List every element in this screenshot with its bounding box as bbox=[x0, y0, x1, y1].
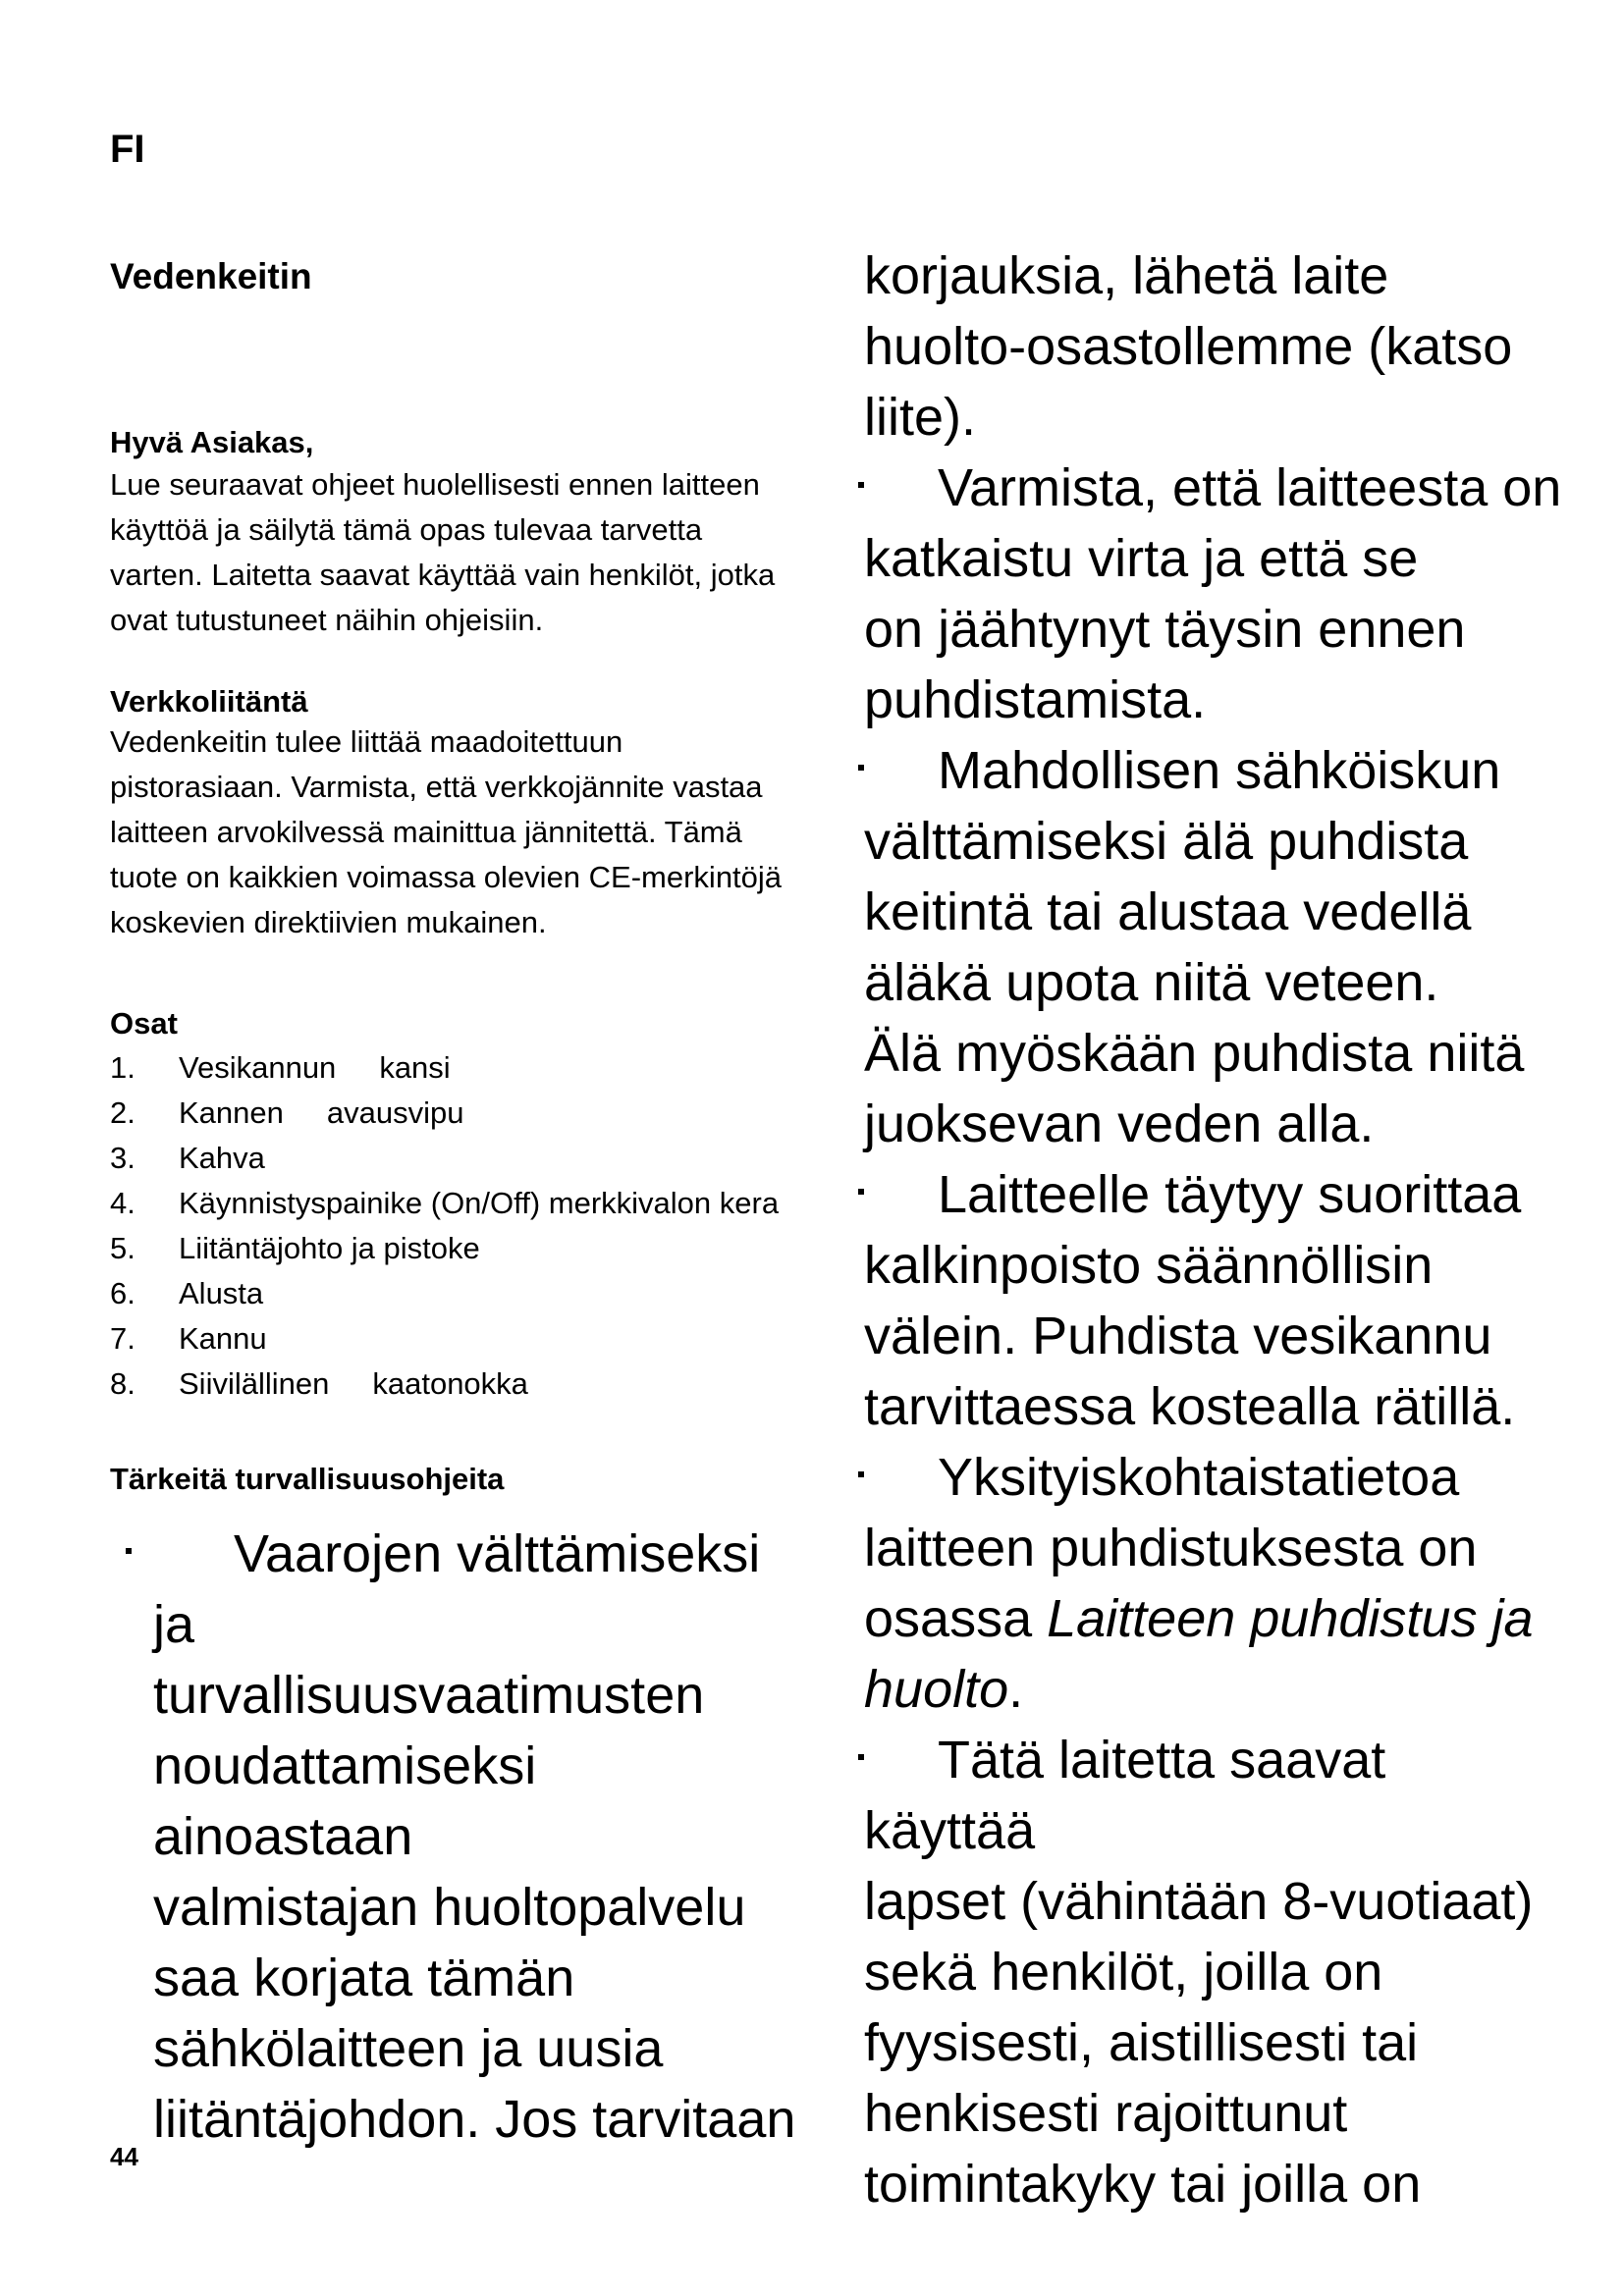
parts-heading: Osat bbox=[110, 1006, 178, 1041]
parts-list bbox=[110, 1045, 797, 1407]
safety-item-1 bbox=[110, 1519, 797, 2155]
safety-item-6 bbox=[864, 1725, 1571, 2219]
network-text: Vedenkeitin tulee liittää maadoitettuun pistorasiaan. Varmista, että verkkojännite vastaa laitteen arvokilvessä mainittua jännitettä. Tämä tuote on kaikkien voimassa olevien CE-merkintöjä koskevien direktiivien mukainen. bbox=[110, 724, 783, 939]
safety-line: välein. Puhdista vesikannu bbox=[864, 1307, 1492, 1365]
bullet-icon bbox=[858, 482, 864, 488]
greeting-text: Lue seuraavat ohjeet huolellisesti ennen laitteen käyttöä ja säilytä tämä opas tulevaa tarvetta varten. Laitetta saavat käyttää vain henkilöt, jotka ovat tutustuneet näihin ohjeisiin. bbox=[110, 467, 776, 637]
safety-line: tarvittaessa kostealla rätillä. bbox=[864, 1377, 1516, 1436]
section-reference: Laitteen puhdistus ja bbox=[1047, 1589, 1534, 1648]
bullet-icon bbox=[126, 1548, 132, 1554]
list-item: 4. Käynnistyspainike (On/Off) merkkivalon kera bbox=[110, 1186, 780, 1220]
safety-line: toimintakyky tai joilla on bbox=[864, 2155, 1422, 2214]
safety-line: katkaistu virta ja että se bbox=[864, 529, 1419, 588]
list-item: 3. Kahva bbox=[110, 1141, 265, 1175]
safety-line: huolto-osastollemme (katso bbox=[864, 317, 1513, 376]
safety-line: äläkä upota niitä veteen. bbox=[864, 953, 1439, 1012]
left-column bbox=[110, 250, 797, 2155]
greeting-heading: Hyvä Asiakas, bbox=[110, 425, 314, 459]
safety-line: liitäntäjohdon. Jos tarvitaan bbox=[153, 2090, 796, 2149]
safety-line: osassa Laitteen puhdistus ja bbox=[864, 1589, 1534, 1648]
bullet-icon bbox=[858, 1189, 864, 1195]
safety-line: Yksityiskohtaistatietoa bbox=[938, 1448, 1460, 1507]
safety-line: sähkölaitteen ja uusia bbox=[153, 2019, 664, 2078]
list-item: 8. Siivilällinen kaatonokka bbox=[110, 1366, 528, 1401]
safety-line: Varmista, että laitteesta on bbox=[938, 458, 1562, 517]
safety-line: lapset (vähintään 8-vuotiaat) bbox=[864, 1872, 1534, 1931]
safety-line: Laitteelle täytyy suorittaa bbox=[938, 1165, 1522, 1224]
section-reference: huolto bbox=[864, 1660, 1009, 1719]
safety-line: sekä henkilöt, joilla on bbox=[864, 1943, 1383, 2002]
safety-line: laitteen puhdistuksesta on bbox=[864, 1519, 1478, 1577]
network-heading: Verkkoliitäntä bbox=[110, 684, 308, 719]
safety-line: henkisesti rajoittunut bbox=[864, 2084, 1348, 2143]
safety-line: Älä myöskään puhdista niitä bbox=[864, 1024, 1525, 1083]
safety-line: on jäähtynyt täysin ennen bbox=[864, 600, 1466, 659]
list-item: 5. Liitäntäjohto ja pistoke bbox=[110, 1231, 480, 1265]
safety-line: puhdistamista. bbox=[864, 670, 1207, 729]
safety-item-4 bbox=[864, 1159, 1571, 1442]
safety-line: fyysisesti, aistillisesti tai bbox=[864, 2013, 1419, 2072]
list-item: 7. Kannu bbox=[110, 1321, 267, 1356]
safety-line: Tätä laitetta saavat käyttää bbox=[864, 1731, 1386, 1860]
safety-line: liite). bbox=[864, 388, 977, 447]
bullet-icon bbox=[858, 1471, 864, 1477]
safety-line: Vaarojen välttämiseksi ja bbox=[153, 1524, 761, 1654]
list-item: 6. Alusta bbox=[110, 1276, 264, 1310]
bullet-icon bbox=[858, 765, 864, 771]
safety-line: korjauksia, lähetä laite bbox=[864, 246, 1389, 305]
safety-heading: Tärkeitä turvallisuusohjeita bbox=[110, 1462, 505, 1496]
safety-line: saa korjata tämän bbox=[153, 1949, 575, 2007]
document-title: Vedenkeitin bbox=[110, 256, 312, 296]
safety-line: juoksevan veden alla. bbox=[864, 1095, 1375, 1153]
safety-item-2 bbox=[864, 453, 1571, 735]
safety-line: valmistajan huoltopalvelu bbox=[153, 1878, 746, 1937]
safety-line: turvallisuusvaatimusten bbox=[153, 1666, 705, 1725]
safety-line: Mahdollisen sähköiskun bbox=[938, 741, 1501, 800]
safety-line: kalkinpoisto säännöllisin bbox=[864, 1236, 1434, 1295]
page-number: 44 bbox=[110, 2142, 138, 2171]
safety-line: keitintä tai alustaa vedellä bbox=[864, 882, 1472, 941]
safety-line: huolto. bbox=[864, 1660, 1024, 1719]
safety-line: välttämiseksi älä puhdista bbox=[864, 812, 1469, 871]
bullet-icon bbox=[858, 1754, 864, 1760]
safety-item-5 bbox=[864, 1442, 1571, 1725]
safety-item-1-continued bbox=[864, 240, 1571, 453]
language-code: FI bbox=[110, 128, 145, 171]
list-item: 2. Kannen avausvipu bbox=[110, 1095, 464, 1130]
safety-item-3 bbox=[864, 735, 1571, 1159]
right-column bbox=[864, 240, 1571, 2219]
list-item: 1. Vesikannun kansi bbox=[110, 1050, 451, 1085]
safety-line: noudattamiseksi ainoastaan bbox=[153, 1736, 537, 1866]
